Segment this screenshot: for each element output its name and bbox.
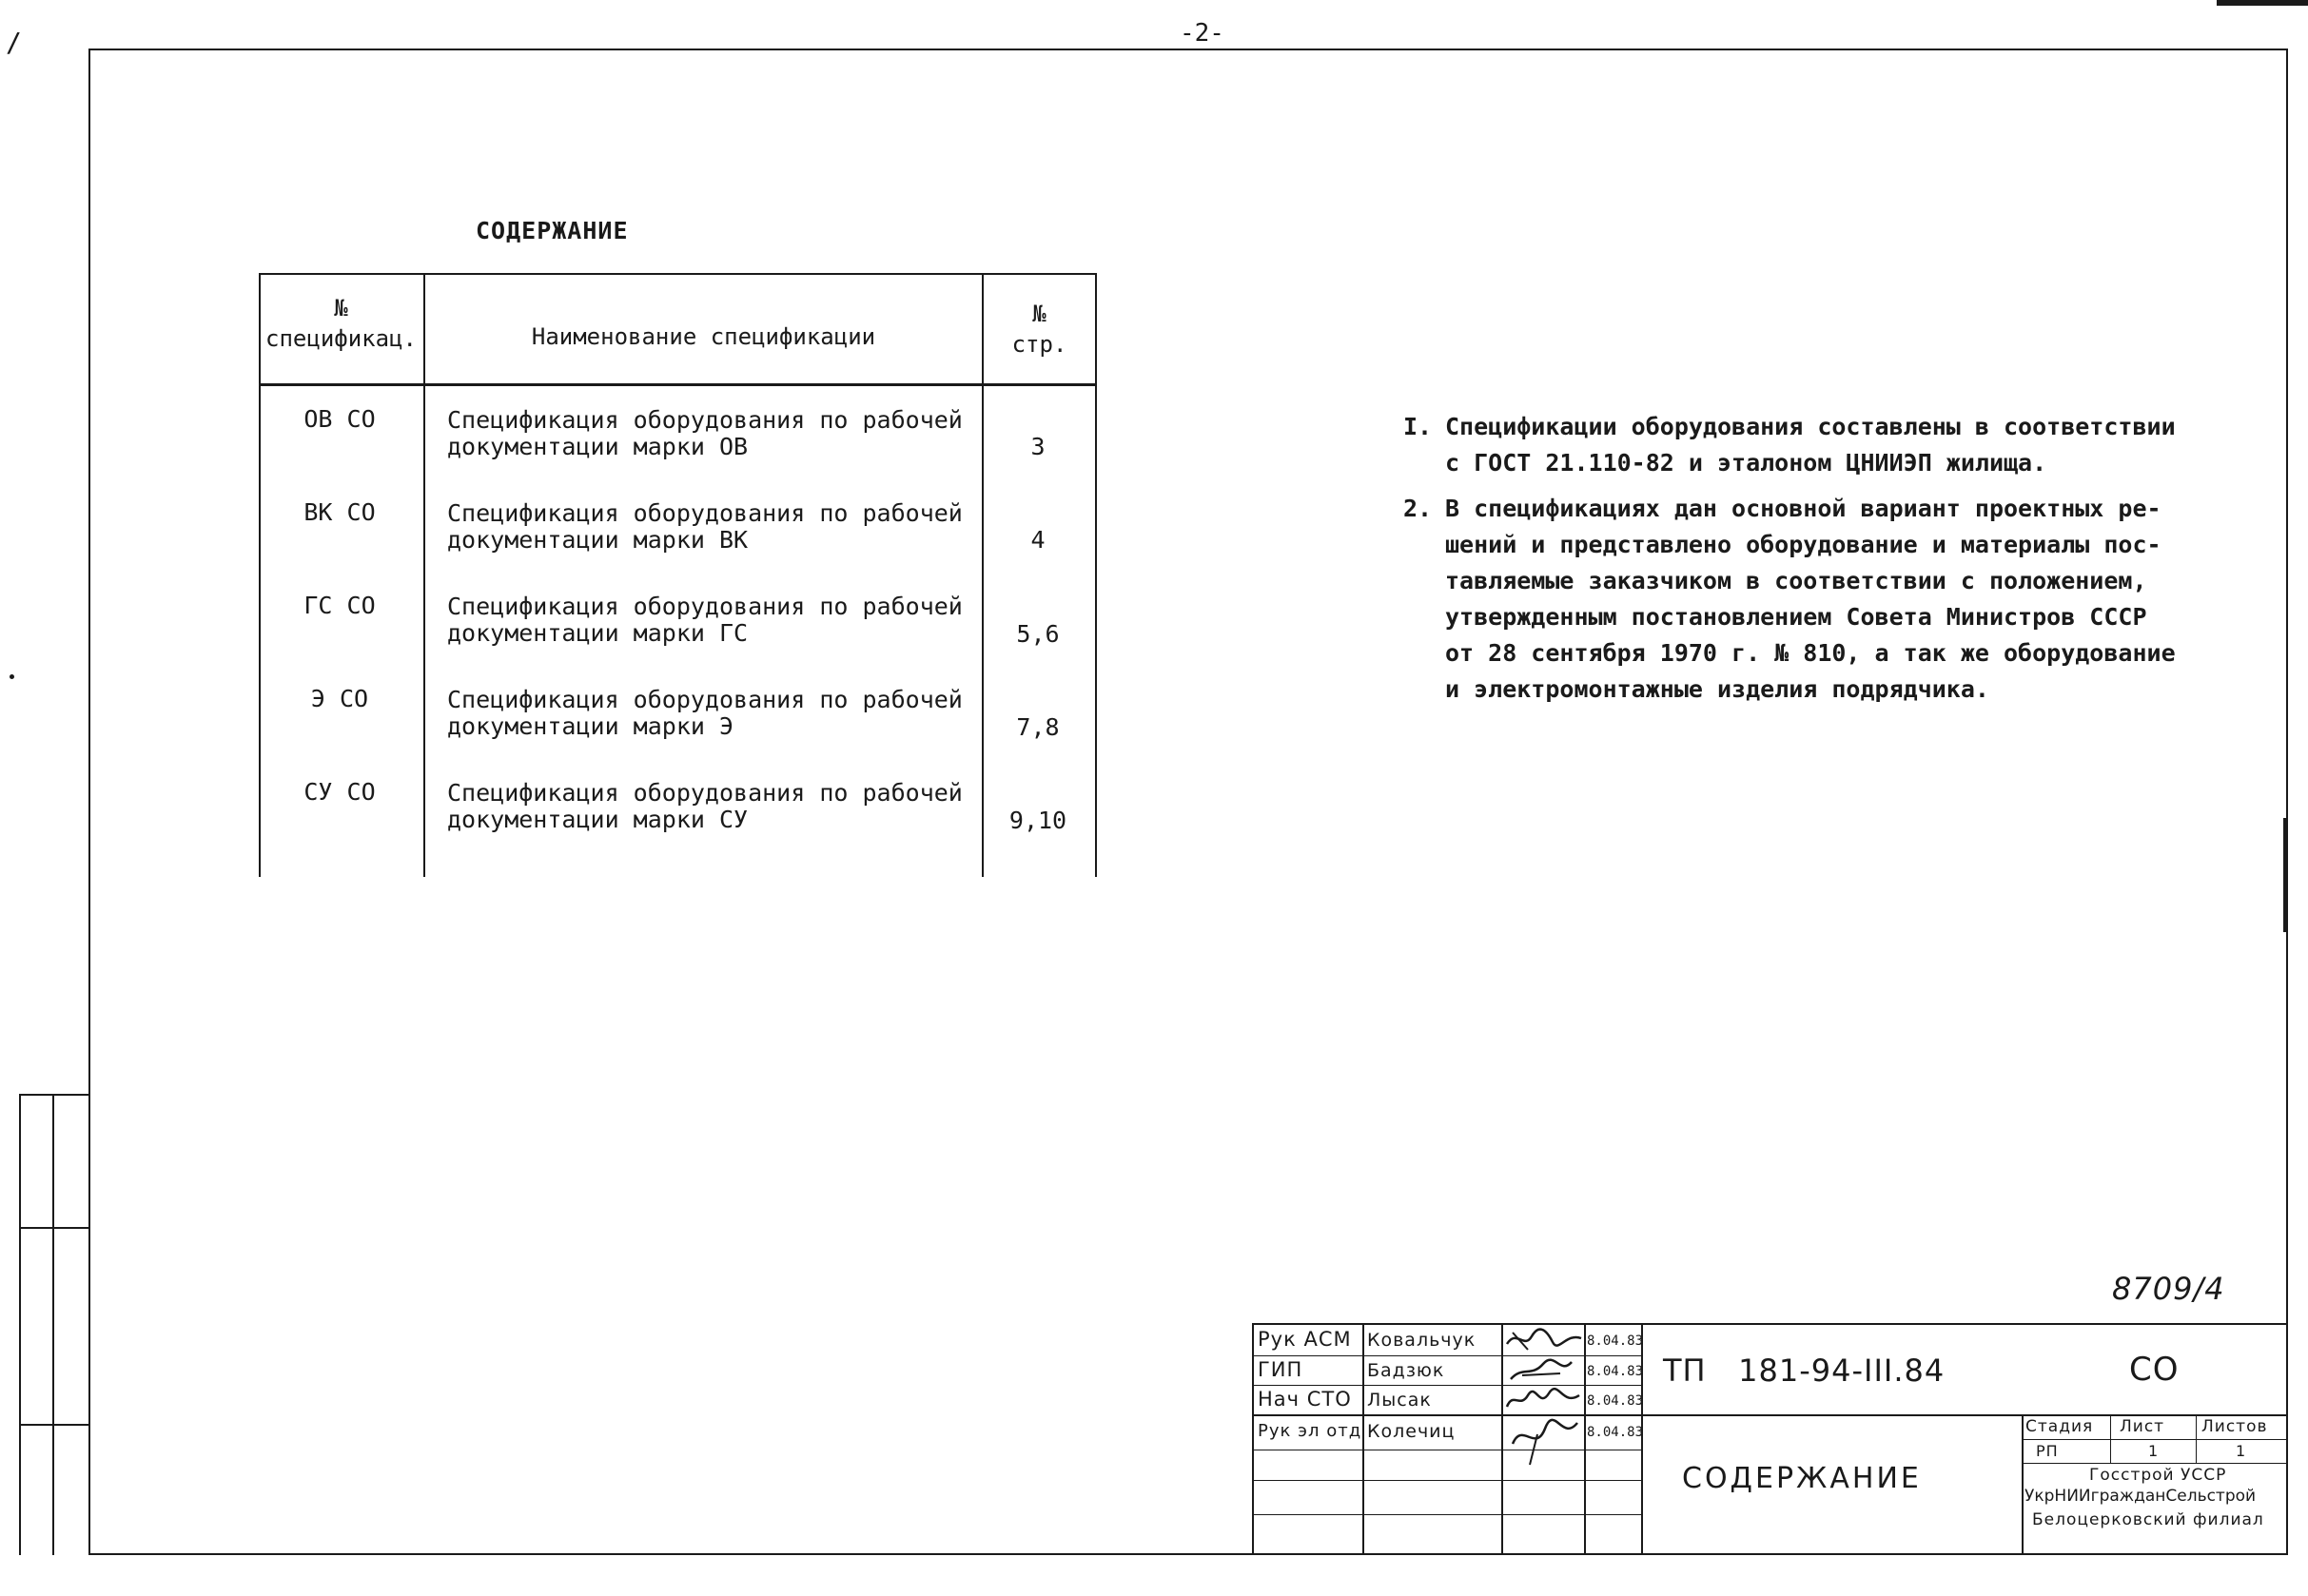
document-code: СО bbox=[2129, 1351, 2180, 1389]
scan-edge-artifact bbox=[2217, 0, 2308, 6]
spec-name-line1: Спецификация оборудования по рабочей bbox=[447, 779, 963, 807]
column-header-code bbox=[259, 293, 423, 354]
spec-name-line1: Спецификация оборудования по рабочей bbox=[447, 593, 963, 620]
staff-name: Бадзюк bbox=[1367, 1360, 1445, 1381]
note-line: тавляемые заказчиком в соответствии с положением, bbox=[1445, 567, 2147, 594]
note-line: и электромонтажные изделия подрядчика. bbox=[1445, 675, 1989, 703]
project-code: ТП 181-94-III.84 bbox=[1663, 1353, 1946, 1389]
spec-name-line2: документации марки СУ bbox=[447, 806, 749, 833]
staff-date: 8.04.83 bbox=[1587, 1393, 1644, 1409]
spec-page: 3 bbox=[1030, 433, 1046, 460]
contents-heading: СОДЕРЖАНИЕ bbox=[476, 217, 629, 244]
number-sign: № bbox=[334, 295, 348, 321]
staff-role: Рук АСМ bbox=[1258, 1328, 1352, 1351]
spec-name bbox=[447, 780, 989, 833]
spec-page: 9,10 bbox=[1008, 807, 1067, 834]
signature bbox=[1503, 1415, 1585, 1469]
column-header-name: Наименование спецификации bbox=[531, 323, 876, 350]
signature bbox=[1503, 1325, 1585, 1353]
note-line: с ГОСТ 21.110-82 и эталоном ЦНИИЭП жилища. bbox=[1445, 449, 2047, 477]
spec-name bbox=[447, 500, 989, 554]
note-number: 2. bbox=[1403, 495, 1433, 522]
staff-date: 8.04.83 bbox=[1587, 1333, 1644, 1349]
spec-name bbox=[447, 594, 989, 647]
staff-name: Лысак bbox=[1367, 1390, 1432, 1411]
note-line: В спецификациях дан основной вариант проектных ре- bbox=[1445, 495, 2161, 522]
note-line: утвержденным постановлением Совета Министров СССР bbox=[1445, 603, 2147, 631]
staff-role: ГИП bbox=[1258, 1358, 1303, 1381]
stage-value: РП bbox=[2036, 1442, 2059, 1460]
page-number: -2- bbox=[1180, 19, 1224, 48]
number-sign: № bbox=[1032, 301, 1046, 327]
spec-page: 7,8 bbox=[1016, 713, 1060, 741]
margin-dot bbox=[10, 674, 14, 679]
staff-date: 8.04.83 bbox=[1587, 1364, 1644, 1379]
sheets-label: Листов bbox=[2201, 1417, 2268, 1436]
spec-name-line2: документации марки ОВ bbox=[447, 433, 749, 460]
note-2 bbox=[1403, 491, 2221, 708]
signature bbox=[1503, 1356, 1585, 1385]
spec-name-line1: Спецификация оборудования по рабочей bbox=[447, 686, 963, 713]
staff-role: Рук эл отд bbox=[1258, 1421, 1362, 1441]
spec-code: СУ СО bbox=[303, 778, 376, 806]
spec-code: ГС СО bbox=[303, 592, 376, 619]
signature bbox=[1503, 1386, 1585, 1414]
note-1 bbox=[1403, 409, 2221, 481]
spec-name bbox=[447, 407, 989, 460]
spec-name-line2: документации марки ГС bbox=[447, 619, 749, 647]
spec-name-line1: Спецификация оборудования по рабочей bbox=[447, 406, 963, 434]
staff-name: Ковальчук bbox=[1367, 1330, 1477, 1351]
scan-edge-artifact bbox=[2283, 818, 2288, 932]
spec-name-line2: документации марки Э bbox=[447, 712, 734, 740]
sheet-value: 1 bbox=[2148, 1442, 2160, 1460]
org-line-2: УкрНИИгражданСельстрой bbox=[2024, 1487, 2257, 1506]
spec-page: 5,6 bbox=[1016, 620, 1060, 648]
column-header-page bbox=[984, 299, 1095, 360]
spec-code: ОВ СО bbox=[303, 405, 376, 433]
document-title: СОДЕРЖАНИЕ bbox=[1682, 1462, 1922, 1495]
header-page-label: стр. bbox=[1011, 331, 1067, 358]
sheets-value: 1 bbox=[2236, 1442, 2247, 1460]
org-line-3: Белоцерковский филиал bbox=[2032, 1510, 2264, 1529]
sheet-code: 8709/4 bbox=[2112, 1271, 2225, 1307]
sheet-label: Лист bbox=[2120, 1417, 2165, 1436]
spec-name bbox=[447, 687, 989, 740]
spec-code: ВК СО bbox=[303, 498, 376, 526]
org-line-1: Госстрой УССР bbox=[2089, 1466, 2227, 1485]
staff-name: Колечиц bbox=[1367, 1421, 1456, 1442]
note-line: Спецификации оборудования составлены в соответствии bbox=[1445, 413, 2176, 440]
staff-date: 8.04.83 bbox=[1587, 1425, 1644, 1440]
note-line: шений и представлено оборудование и материалы пос- bbox=[1445, 531, 2161, 558]
spec-code: Э СО bbox=[310, 685, 369, 712]
spec-name-line1: Спецификация оборудования по рабочей bbox=[447, 499, 963, 527]
note-line: от 28 сентября 1970 г. № 810, а так же оборудование bbox=[1445, 639, 2176, 667]
spec-name-line2: документации марки ВК bbox=[447, 526, 749, 554]
corner-mark: / bbox=[6, 27, 22, 58]
spec-page: 4 bbox=[1030, 526, 1046, 554]
header-code-label: спецификац. bbox=[265, 325, 417, 352]
note-number: I. bbox=[1403, 413, 1433, 440]
stage-label: Стадия bbox=[2025, 1417, 2094, 1436]
staff-role: Нач СТО bbox=[1258, 1388, 1352, 1411]
